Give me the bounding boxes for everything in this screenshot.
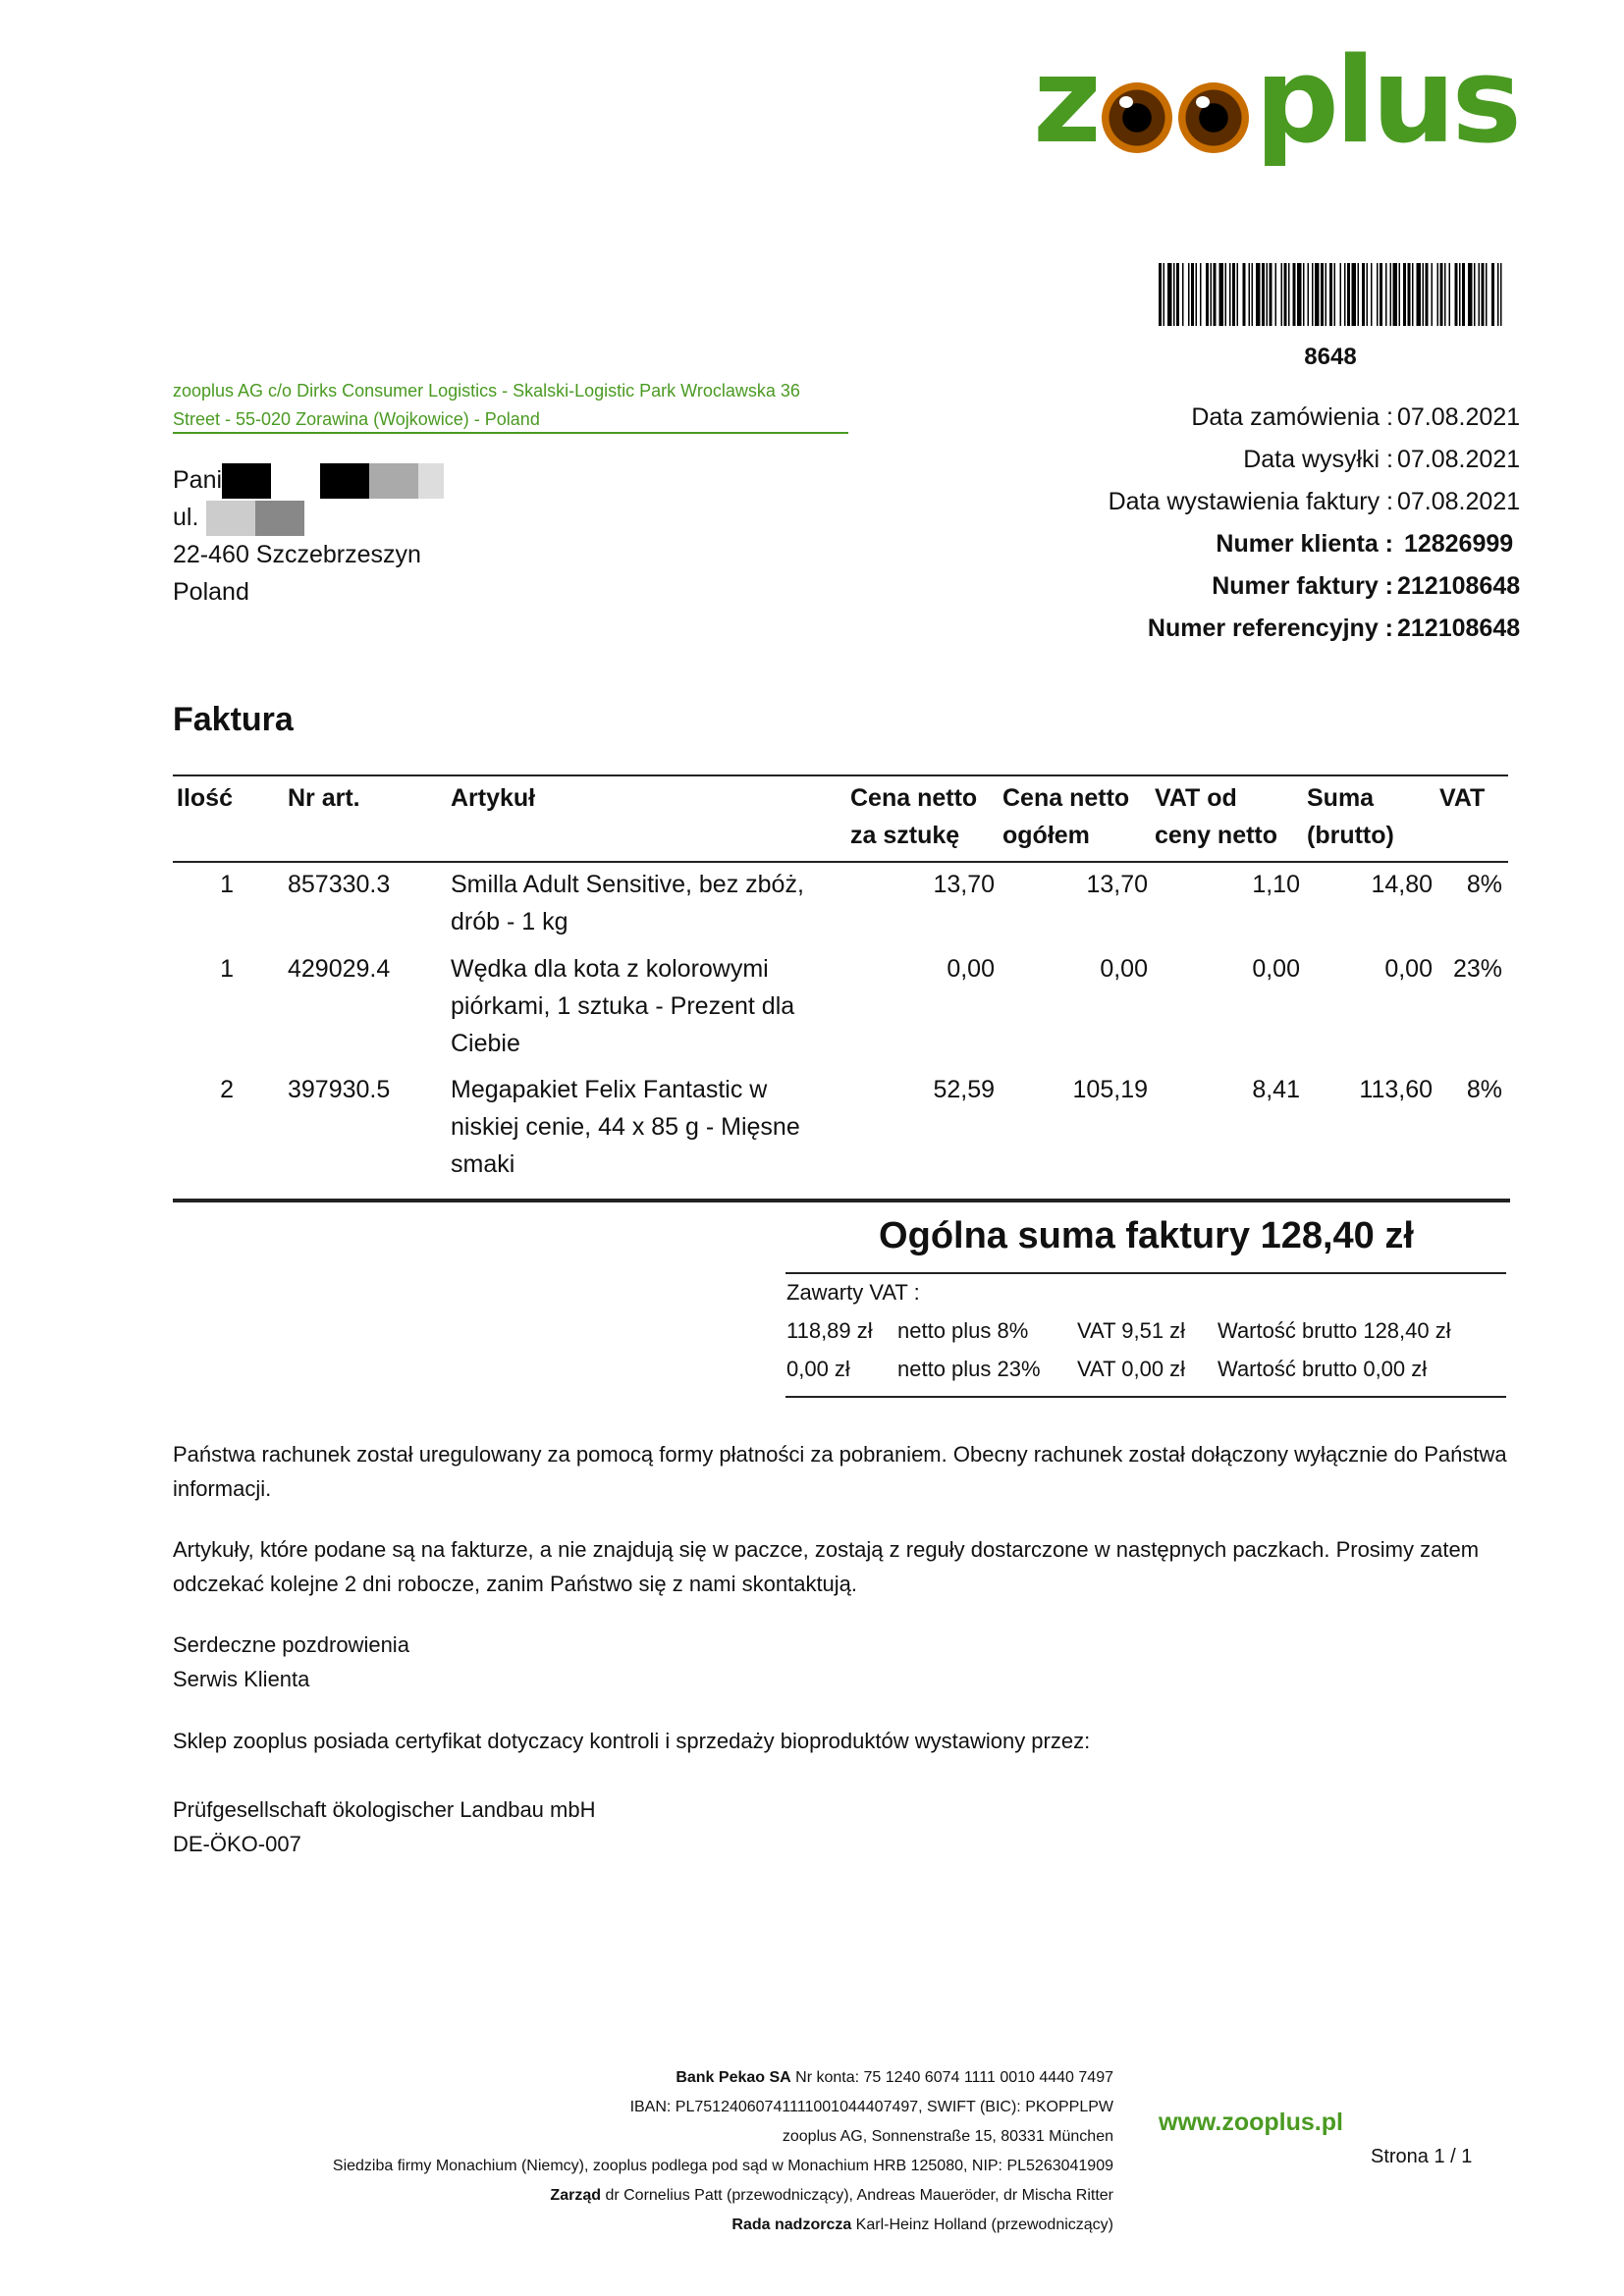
col-header-sum [1307, 779, 1394, 854]
footer-company-info [196, 2063, 1113, 2240]
article-line: Wędka dla kota z kolorowymi [451, 955, 769, 983]
sender-address [173, 377, 850, 434]
barcode-bar [1482, 263, 1485, 326]
barcode-bar [1321, 263, 1324, 326]
barcode-bar [1219, 263, 1224, 326]
barcode-bar [1329, 263, 1332, 326]
greeting-line: Serdeczne pozdrowienia [173, 1632, 409, 1657]
meta-value: 12826999 [1397, 530, 1514, 558]
cell-sum: 14,80 [1371, 871, 1433, 898]
greeting-line: Serwis Klienta [173, 1667, 310, 1691]
payment-note: Państwa rachunek został uregulowany za pomocą formy płatności za pobraniem. Obecny rachunek został dołączony wyłącznie do Państwa informacji. [173, 1442, 1507, 1501]
col-header-total-net [1002, 779, 1129, 854]
barcode-bar [1159, 263, 1162, 326]
cell-art-no: 429029.4 [288, 955, 391, 983]
col-header-article: Artykuł [451, 784, 536, 812]
sender-line: Street - 55-020 Zorawina (Wojkowice) - Poland [173, 409, 540, 429]
vat-amount: VAT 0,00 zł [1077, 1357, 1186, 1381]
cell-vat-rate: 8% [1466, 871, 1502, 898]
vat-gross: Wartość brutto 128,40 zł [1218, 1318, 1451, 1343]
article-line: Megapakiet Felix Fantastic w [451, 1076, 768, 1103]
barcode-bar [1423, 263, 1425, 326]
recipient-city: 22-460 Szczebrzeszyn [173, 541, 421, 568]
barcode [1159, 263, 1504, 326]
barcode-bar [1440, 263, 1443, 326]
footer-line: IBAN: PL75124060741111001044407497, SWIFT (BIC): PKOPPLPW [629, 2099, 1113, 2115]
barcode-bar [1352, 263, 1357, 326]
footer-line: Siedziba firmy Monachium (Niemcy), zooplus podlega pod sąd w Monachium HRB 125080, NIP: PL5263041909 [332, 2158, 1113, 2174]
cell-sum: 113,60 [1359, 1076, 1433, 1103]
invoice-meta [982, 397, 1522, 650]
col-header-line: ogółem [1002, 822, 1090, 849]
redaction-block [418, 463, 444, 499]
cell-sum: 0,00 [1384, 955, 1433, 983]
barcode-bar [1308, 263, 1310, 326]
vat-net: 118,89 zł [786, 1318, 873, 1343]
barcode-bar [1347, 263, 1350, 326]
meta-value: 212108648 [1397, 572, 1521, 600]
barcode-bar [1167, 263, 1172, 326]
vat-gross: Wartość brutto 0,00 zł [1218, 1357, 1428, 1381]
meta-row [982, 565, 1522, 608]
barcode-bar [1417, 263, 1422, 326]
vat-bottom-rule [785, 1396, 1506, 1398]
footer-line [196, 2181, 1113, 2211]
meta-value: 07.08.2021 [1397, 446, 1521, 473]
article-line: drób - 1 kg [451, 908, 568, 935]
page-number: Strona 1 / 1 [1371, 2146, 1473, 2167]
barcode-bar [1297, 263, 1302, 326]
footer-bold: Zarząd [550, 2187, 601, 2204]
meta-label: Numer klienta : [1216, 530, 1393, 558]
barcode-bar [1491, 263, 1494, 326]
barcode-bar [1232, 263, 1235, 326]
table-top-rule [173, 774, 1508, 776]
meta-label: Numer faktury : [1212, 572, 1393, 600]
barcode-bar [1243, 263, 1246, 326]
article-line: Ciebie [451, 1030, 520, 1057]
meta-label: Data wystawienia faktury : [1108, 488, 1393, 515]
barcode-bar [1367, 263, 1369, 326]
col-header-art-no: Nr art. [288, 784, 360, 812]
cell-unit-net: 52,59 [933, 1076, 995, 1103]
barcode-bar [1200, 263, 1202, 326]
col-header-unit-net [850, 779, 977, 854]
closing-greeting [173, 1628, 1508, 1696]
sender-line: zooplus AG c/o Dirks Consumer Logistics - Skalski-Logistic Park Wroclawska 36 [173, 381, 800, 400]
col-header-line: Cena netto [1002, 784, 1130, 812]
barcode-bar [1214, 263, 1217, 326]
barcode-bar [1459, 263, 1461, 326]
cell-unit-net: 13,70 [933, 871, 995, 898]
barcode-bar [1358, 263, 1360, 326]
barcode-bar [1393, 263, 1398, 326]
barcode-bar [1432, 263, 1434, 326]
footer-text: Nr konta: 75 1240 6074 1111 0010 4440 7497 [790, 2069, 1113, 2086]
grand-total: Ogólna suma faktury 128,40 zł [879, 1215, 1414, 1256]
barcode-bar [1225, 263, 1227, 326]
barcode-bar [1326, 263, 1327, 326]
footer-line [196, 2211, 1113, 2240]
col-header-vat-amount [1155, 779, 1277, 854]
barcode-bar [1188, 263, 1190, 326]
recipient-address [173, 461, 444, 611]
table-bottom-rule [173, 1199, 1510, 1202]
cell-qty: 1 [220, 871, 234, 898]
barcode-bar [1252, 263, 1254, 326]
cell-qty: 1 [220, 955, 234, 983]
barcode-bar [1249, 263, 1251, 326]
cell-art-no: 857330.3 [288, 871, 391, 898]
cell-article [451, 866, 843, 940]
barcode-bar [1479, 263, 1481, 326]
document-title: Faktura [173, 701, 294, 738]
logo-text-end: plus [1255, 33, 1518, 170]
barcode-number: 8648 [1304, 344, 1357, 370]
cell-total-net: 13,70 [1086, 871, 1148, 898]
barcode-bar [1380, 263, 1382, 326]
barcode-bar [1444, 263, 1446, 326]
barcode-bar [1237, 263, 1239, 326]
barcode-bar [1288, 263, 1290, 326]
meta-row [982, 481, 1522, 523]
cell-article [451, 950, 843, 1062]
certifier [173, 1792, 1508, 1861]
logo-text-start: z [1033, 33, 1098, 170]
redaction-block [369, 463, 418, 499]
barcode-bar [1256, 263, 1261, 326]
barcode-bar [1474, 263, 1476, 326]
cell-vat-amount: 8,41 [1252, 1076, 1300, 1103]
barcode-bar [1229, 263, 1231, 326]
barcode-bar [1385, 263, 1387, 326]
website-link[interactable]: www.zooplus.pl [1159, 2109, 1343, 2136]
barcode-bar [1403, 263, 1406, 326]
col-header-line: (brutto) [1307, 822, 1394, 849]
barcode-bar [1462, 263, 1465, 326]
cell-vat-amount: 1,10 [1252, 871, 1300, 898]
barcode-bar [1206, 263, 1209, 326]
redaction-block [320, 463, 369, 499]
meta-value: 212108648 [1397, 614, 1521, 642]
vat-amount: VAT 9,51 zł [1077, 1318, 1186, 1343]
barcode-bar [1173, 263, 1175, 326]
barcode-bar [1449, 263, 1451, 326]
barcode-bar [1377, 263, 1379, 326]
meta-value: 07.08.2021 [1397, 488, 1521, 515]
barcode-bar [1262, 263, 1265, 326]
barcode-bar [1334, 263, 1336, 326]
col-header-line: VAT od [1155, 784, 1237, 812]
barcode-bar [1191, 263, 1194, 326]
barcode-bar [1412, 263, 1414, 326]
sender-divider [173, 432, 848, 434]
footer-line [196, 2063, 1113, 2093]
barcode-bar [1164, 263, 1165, 326]
cell-vat-rate: 23% [1452, 955, 1502, 983]
barcode-bar [1426, 263, 1429, 326]
footer-line: zooplus AG, Sonnenstraße 15, 80331 München [782, 2128, 1113, 2145]
meta-label: Data zamówienia : [1191, 403, 1393, 431]
barcode-bar [1408, 263, 1411, 326]
barcode-bar [1315, 263, 1320, 326]
barcode-bar [1270, 263, 1272, 326]
meta-row [982, 397, 1522, 439]
certificate-note: Sklep zooplus posiada certyfikat dotyczacy kontroli i sprzedaży bioproduktów wystawiony przez: [173, 1729, 1091, 1753]
logo-eye-icon [1102, 82, 1172, 153]
col-header-line: ceny netto [1155, 822, 1278, 849]
zooplus-logo [1033, 33, 1518, 177]
redaction-block [255, 501, 304, 536]
barcode-bar [1497, 263, 1499, 326]
footer-bold: Rada nadzorcza [731, 2216, 852, 2233]
footer-text: Karl-Heinz Holland (przewodniczący) [851, 2216, 1113, 2233]
article-line: niskiej cenie, 44 x 85 g - Mięsne [451, 1113, 800, 1141]
barcode-bar [1455, 263, 1458, 326]
barcode-bar [1284, 263, 1287, 326]
cell-qty: 2 [220, 1076, 234, 1103]
col-header-line: Cena netto [850, 784, 978, 812]
footer-text: dr Cornelius Patt (przewodniczący), Andreas Maueröder, dr Mischa Ritter [601, 2187, 1113, 2204]
cell-unit-net: 0,00 [947, 955, 995, 983]
vat-included-label: Zawarty VAT : [786, 1280, 920, 1305]
redaction-block [222, 463, 271, 499]
barcode-bar [1281, 263, 1283, 326]
barcode-bar [1211, 263, 1213, 326]
meta-row [982, 523, 1522, 565]
barcode-bar [1312, 263, 1314, 326]
vat-rate: netto plus 23% [897, 1357, 1041, 1381]
vat-rate: netto plus 8% [897, 1318, 1029, 1343]
meta-value: 07.08.2021 [1397, 403, 1521, 431]
cell-total-net: 105,19 [1072, 1076, 1148, 1103]
barcode-bar [1500, 263, 1502, 326]
recipient-country: Poland [173, 578, 249, 606]
barcode-bar [1371, 263, 1373, 326]
barcode-bar [1182, 263, 1184, 326]
col-header-line: za sztukę [850, 822, 960, 849]
article-line: smaki [451, 1150, 515, 1178]
barcode-bar [1362, 263, 1365, 326]
certifier-line: DE-ÖKO-007 [173, 1832, 301, 1856]
recipient-street-prefix: ul. [173, 504, 199, 531]
barcode-bar [1390, 263, 1392, 326]
meta-row [982, 608, 1522, 650]
table-header-rule [173, 861, 1508, 863]
footer-bold: Bank Pekao SA [676, 2069, 791, 2086]
article-line: piórkami, 1 sztuka - Prezent dla [451, 992, 795, 1020]
certifier-line: Prüfgesellschaft ökologischer Landbau mbH [173, 1797, 596, 1822]
logo-eye-icon [1178, 82, 1249, 153]
recipient-salutation: Pani [173, 466, 223, 494]
meta-label: Numer referencyjny : [1147, 614, 1393, 642]
vat-net: 0,00 zł [786, 1357, 850, 1381]
barcode-bar [1399, 263, 1401, 326]
meta-label: Data wysyłki : [1243, 446, 1393, 473]
barcode-bar [1293, 263, 1296, 326]
barcode-bar [1344, 263, 1346, 326]
cell-art-no: 397930.5 [288, 1076, 391, 1103]
col-header-vat: VAT [1439, 784, 1486, 812]
cell-vat-rate: 8% [1466, 1076, 1502, 1103]
barcode-bar [1468, 263, 1473, 326]
barcode-bar [1303, 263, 1305, 326]
barcode-bar [1340, 263, 1342, 326]
redaction-block [206, 501, 255, 536]
barcode-bar [1267, 263, 1269, 326]
barcode-bar [1176, 263, 1179, 326]
cell-vat-amount: 0,00 [1252, 955, 1300, 983]
cell-total-net: 0,00 [1100, 955, 1148, 983]
meta-row [982, 439, 1522, 481]
barcode-bar [1275, 263, 1277, 326]
col-header-qty: Ilość [177, 784, 233, 812]
barcode-bar [1437, 263, 1439, 326]
barcode-bar [1196, 263, 1198, 326]
article-line: Smilla Adult Sensitive, bez zbóż, [451, 871, 804, 898]
barcode-bar [1486, 263, 1488, 326]
delivery-note: Artykuły, które podane są na fakturze, a nie znajdują się w paczce, zostają z reguły dostarczone w następnych paczkach. Prosimy zatem odczekać kolejne 2 dni robocze, zanim Państwo się z nami skontaktują. [173, 1537, 1480, 1596]
col-header-line: Suma [1307, 784, 1375, 812]
cell-article [451, 1071, 843, 1183]
